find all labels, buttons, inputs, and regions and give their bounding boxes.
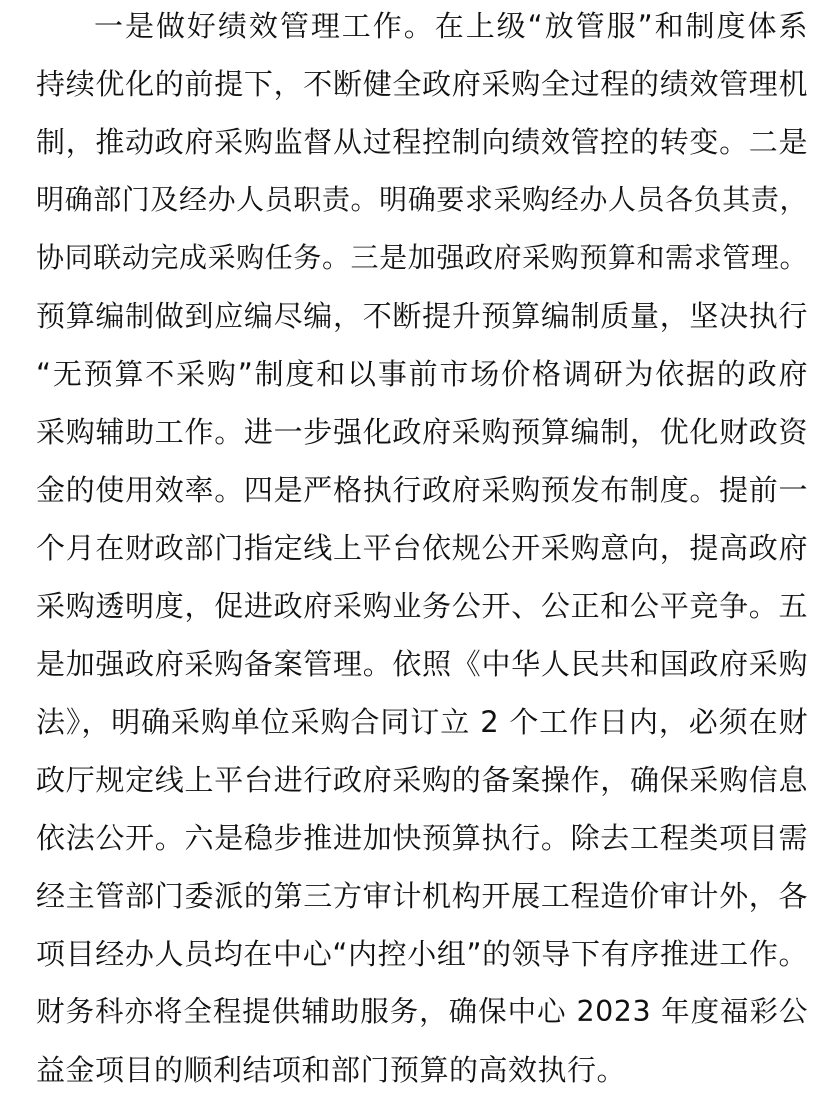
text-line: 个月在财政部门指定线上平台依规公开采购意向，提高政府 xyxy=(36,531,808,565)
text-line: 法》，明确采购单位采购合同订立 2 个工作日内，必须在财 xyxy=(36,705,808,739)
text-line: 制，推动政府采购监督从过程控制向绩效管控的转变。二是 xyxy=(36,125,808,159)
text-line: 政厅规定线上平台进行政府采购的备案操作，确保采购信息 xyxy=(36,763,808,797)
text-line: 是加强政府采购备案管理。依照《中华人民共和国政府采购 xyxy=(36,647,808,681)
text-line: “无预算不采购”制度和以事前市场价格调研为依据的政府 xyxy=(36,357,808,391)
text-line: 项目经办人员均在中心“内控小组”的领导下有序推进工作。 xyxy=(36,937,808,971)
text-line: 依法公开。六是稳步推进加快预算执行。除去工程类项目需 xyxy=(36,821,808,855)
text-line: 经主管部门委派的第三方审计机构开展工程造价审计外，各 xyxy=(36,879,808,913)
text-line: 采购透明度，促进政府采购业务公开、公正和公平竞争。五 xyxy=(36,589,808,623)
text-line: 采购辅助工作。进一步强化政府采购预算编制，优化财政资 xyxy=(36,415,808,449)
text-line: 协同联动完成采购任务。三是加强政府采购预算和需求管理。 xyxy=(36,241,808,274)
text-line: 预算编制做到应编尽编，不断提升预算编制质量，坚决执行 xyxy=(36,299,808,333)
text-line: 持续优化的前提下，不断健全政府采购全过程的绩效管理机 xyxy=(36,67,808,101)
text-line: 明确部门及经办人员职责。明确要求采购经办人员各负其责， xyxy=(36,183,808,216)
text-line: 一是做好绩效管理工作。在上级“放管服”和制度体系 xyxy=(94,9,808,43)
text-line: 益金项目的顺利结项和部门预算的高效执行。 xyxy=(36,1053,627,1087)
text-line: 金的使用效率。四是严格执行政府采购预发布制度。提前一 xyxy=(36,473,808,507)
text-line: 财务科亦将全程提供辅助服务，确保中心 2023 年度福彩公 xyxy=(36,995,808,1028)
